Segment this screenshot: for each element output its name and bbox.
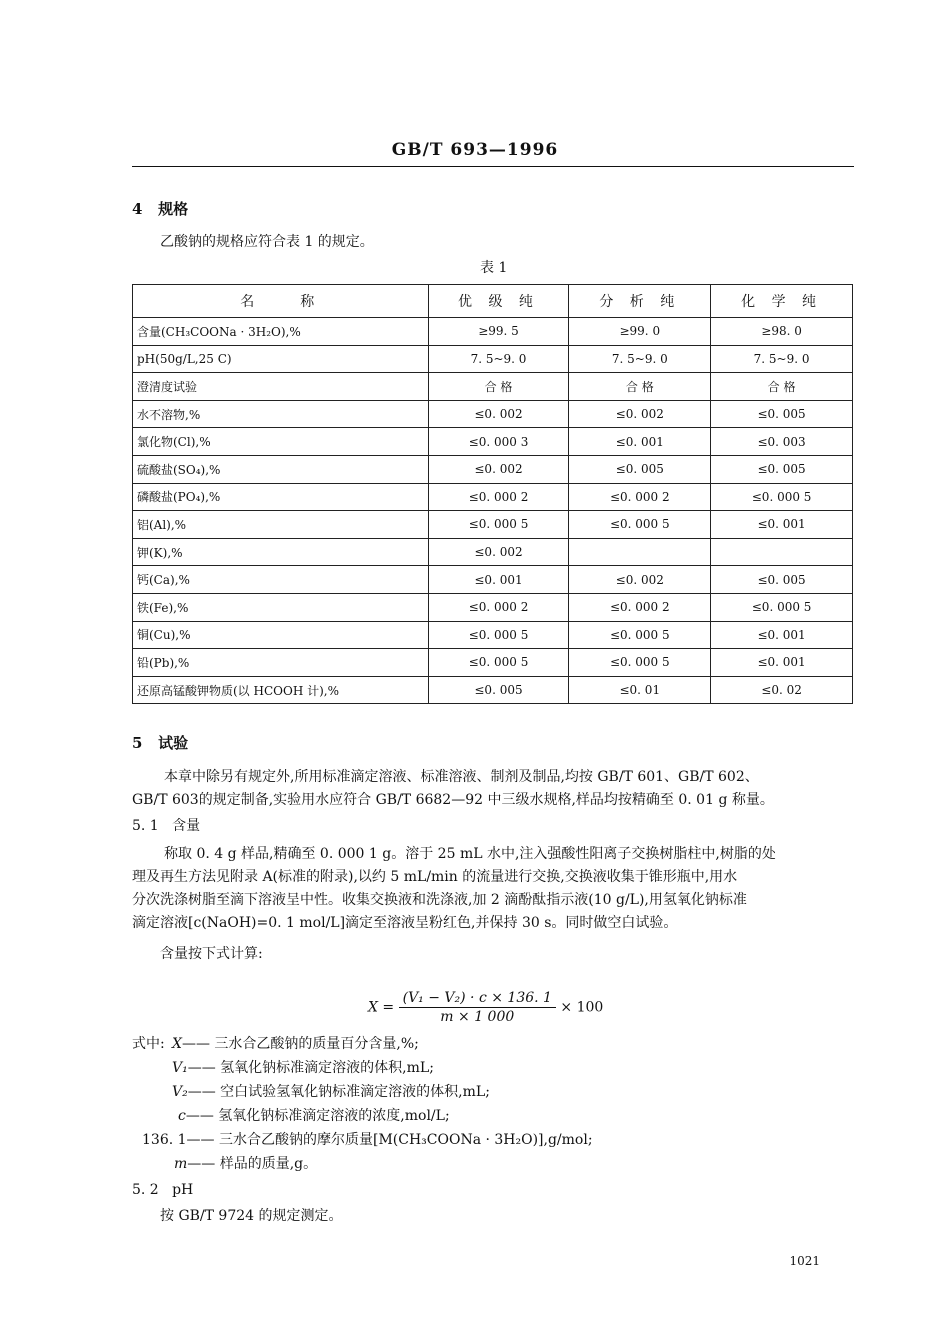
spec-value-cell: ≤0. 002: [428, 455, 569, 483]
item-name-cell: 含量(CH₃COONa · 3H₂O),%: [133, 318, 429, 346]
section-5-intro: [132, 766, 857, 812]
spec-value-cell: ≤0. 01: [569, 676, 711, 704]
spec-value-cell: ≤0. 002: [428, 538, 569, 566]
definition-symbol: X: [172, 1036, 182, 1052]
spec-value-cell: ≤0. 001: [428, 566, 569, 594]
table-row: [133, 345, 853, 373]
spec-value-cell: 7. 5~9. 0: [569, 345, 711, 373]
header-rule: [132, 166, 854, 167]
spec-value-cell: ≤0. 02: [711, 676, 853, 704]
table-row: [133, 593, 853, 621]
item-name-cell: 氯化物(Cl),%: [133, 428, 429, 456]
page-number: 1021: [789, 1254, 820, 1268]
spec-value-cell: ≤0. 000 5: [711, 483, 853, 511]
item-name-cell: 铝(Al),%: [133, 511, 429, 539]
formula-fraction: [399, 990, 556, 1025]
spec-value-cell: 7. 5~9. 0: [711, 345, 853, 373]
definition-symbol: V₁: [172, 1060, 188, 1076]
spec-value-cell: 7. 5~9. 0: [428, 345, 569, 373]
item-name-cell: 磷酸盐(PO₄),%: [133, 483, 429, 511]
section-5-2-heading: [132, 1180, 193, 1200]
item-name-cell: 铁(Fe),%: [133, 593, 429, 621]
where-prefix: 式中:: [132, 1036, 165, 1052]
table-row: [133, 649, 853, 677]
section-5-1-line: 滴定溶液[c(NaOH)=0. 1 mol/L]滴定至溶液呈粉红色,并保持 30 s。同时做空白试验。: [132, 915, 678, 931]
spec-value-cell: 合 格: [569, 373, 711, 401]
spec-value-cell: ≤0. 000 5: [428, 511, 569, 539]
section-4-heading: [132, 198, 188, 219]
spec-value-cell: ≥99. 5: [428, 318, 569, 346]
table-caption: 表 1: [480, 260, 508, 276]
spec-value-cell: ≤0. 000 3: [428, 428, 569, 456]
formula-denominator: m × 1 000: [440, 1009, 515, 1025]
formula-tail: × 100: [560, 999, 604, 1016]
definition-symbol: 136. 1: [142, 1132, 187, 1148]
section-5-intro-line: GB/T 603的规定制备,实验用水应符合 GB/T 6682—92 中三级水规格,样品均按精确至 0. 01 g 称量。: [132, 792, 774, 808]
definition-text: —— 氢氧化钠标准滴定溶液的体积,mL;: [187, 1060, 434, 1076]
formula-numerator: (V₁ − V₂) · c × 136. 1: [399, 990, 556, 1008]
item-name-cell: 水不溶物,%: [133, 400, 429, 428]
formula-lhs: X =: [368, 999, 395, 1016]
header-guaranteed-reagent: 优 级 纯: [428, 285, 569, 318]
table-row: [133, 538, 853, 566]
header-analytical-reagent: 分 析 纯: [569, 285, 711, 318]
spec-value-cell: ≤0. 000 5: [428, 621, 569, 649]
section-5-1-body: [132, 843, 857, 935]
definition-text: —— 样品的质量,g。: [187, 1156, 318, 1172]
spec-value-cell: 合 格: [711, 373, 853, 401]
definition-text: —— 氢氧化钠标准滴定溶液的浓度,mol/L;: [185, 1108, 450, 1124]
item-name-cell: 钾(K),%: [133, 538, 429, 566]
spec-value-cell: ≥99. 0: [569, 318, 711, 346]
spec-table-header-row: [133, 285, 853, 318]
spec-value-cell: [569, 538, 711, 566]
section-5-1-title: 含量: [172, 818, 201, 834]
spec-value-cell: ≤0. 001: [711, 621, 853, 649]
table-row: [133, 373, 853, 401]
section-5-2-title: pH: [172, 1182, 194, 1198]
spec-value-cell: ≤0. 002: [569, 566, 711, 594]
item-name-cell: 铅(Pb),%: [133, 649, 429, 677]
spec-value-cell: [711, 538, 853, 566]
table-row: [133, 676, 853, 704]
table-row: [133, 566, 853, 594]
item-name-cell: 铜(Cu),%: [133, 621, 429, 649]
section-5-number: 5: [132, 734, 143, 752]
definition-symbol: V₂: [172, 1084, 188, 1100]
definition-item: [172, 1034, 419, 1054]
spec-value-cell: ≤0. 005: [711, 566, 853, 594]
section-5-2-number: 5. 2: [132, 1182, 159, 1198]
section-4-number: 4: [132, 200, 143, 218]
header-chemically-pure: 化 学 纯: [711, 285, 853, 318]
definition-item: [174, 1154, 317, 1174]
definition-symbol: m: [174, 1156, 188, 1172]
definition-item: [172, 1082, 490, 1102]
spec-table: [132, 284, 853, 704]
section-4-title: 规格: [158, 200, 189, 218]
table-row: [133, 483, 853, 511]
definition-text: —— 空白试验氢氧化钠标准滴定溶液的体积,mL;: [187, 1084, 490, 1100]
item-name-cell: 硫酸盐(SO₄),%: [133, 455, 429, 483]
section-5-1-number: 5. 1: [132, 818, 159, 834]
section-5-2-text: 按 GB/T 9724 的规定测定。: [160, 1208, 343, 1224]
item-name-cell: 还原高锰酸钾物质(以 HCOOH 计),%: [133, 676, 429, 704]
calc-intro: 含量按下式计算:: [160, 946, 263, 962]
definition-text: —— 三水合乙酸钠的摩尔质量[M(CH₃COONa · 3H₂O)],g/mol;: [186, 1132, 593, 1148]
spec-value-cell: ≤0. 002: [428, 400, 569, 428]
spec-value-cell: ≤0. 001: [569, 428, 711, 456]
spec-value-cell: ≤0. 003: [711, 428, 853, 456]
spec-value-cell: ≤0. 000 5: [569, 621, 711, 649]
section-5-title: 试验: [158, 734, 189, 752]
table-row: [133, 318, 853, 346]
spec-value-cell: ≥98. 0: [711, 318, 853, 346]
spec-value-cell: ≤0. 000 2: [428, 483, 569, 511]
spec-value-cell: ≤0. 005: [711, 400, 853, 428]
section-5-heading: [132, 732, 188, 753]
spec-table-body: [133, 318, 853, 704]
spec-value-cell: ≤0. 002: [569, 400, 711, 428]
item-name-cell: 钙(Ca),%: [133, 566, 429, 594]
definition-item: [178, 1106, 450, 1126]
item-name-cell: 澄清度试验: [133, 373, 429, 401]
spec-value-cell: ≤0. 000 2: [428, 593, 569, 621]
section-5-1-heading: [132, 816, 200, 836]
definition-item: [142, 1130, 593, 1150]
definition-text: —— 三水合乙酸钠的质量百分含量,%;: [181, 1036, 419, 1052]
spec-value-cell: ≤0. 000 2: [569, 483, 711, 511]
section-4-intro: 乙酸钠的规格应符合表 1 的规定。: [160, 234, 374, 250]
definition-symbol: c: [178, 1108, 186, 1124]
section-5-1-line: 理及再生方法见附录 A(标准的附录),以约 5 mL/min 的流量进行交换,交换液收集于锥形瓶中,用水: [132, 869, 738, 885]
definition-item: [172, 1058, 434, 1078]
spec-value-cell: ≤0. 000 5: [569, 649, 711, 677]
header-name: 名 称: [133, 285, 429, 318]
section-5-1-line: 称取 0. 4 g 样品,精确至 0. 000 1 g。溶于 25 mL 水中,注入强酸性阳离子交换树脂柱中,树脂的处: [164, 846, 776, 862]
item-name-cell: pH(50g/L,25 C): [133, 345, 429, 373]
spec-value-cell: ≤0. 000 5: [428, 649, 569, 677]
spec-value-cell: ≤0. 005: [711, 455, 853, 483]
table-row: [133, 511, 853, 539]
spec-value-cell: ≤0. 000 5: [569, 511, 711, 539]
table-row: [133, 400, 853, 428]
table-row: [133, 455, 853, 483]
spec-value-cell: 合 格: [428, 373, 569, 401]
spec-value-cell: ≤0. 000 2: [569, 593, 711, 621]
section-5-1-line: 分次洗涤树脂至滴下溶液呈中性。收集交换液和洗涤液,加 2 滴酚酞指示液(10 g/L),用氢氧化钠标准: [132, 892, 747, 908]
spec-value-cell: ≤0. 001: [711, 511, 853, 539]
spec-value-cell: ≤0. 000 5: [711, 593, 853, 621]
formula: [368, 990, 603, 1025]
spec-value-cell: ≤0. 005: [428, 676, 569, 704]
spec-value-cell: ≤0. 005: [569, 455, 711, 483]
spec-value-cell: ≤0. 001: [711, 649, 853, 677]
standard-header: GB/T 693—1996: [391, 140, 559, 160]
table-row: [133, 428, 853, 456]
table-row: [133, 621, 853, 649]
section-5-intro-line: 本章中除另有规定外,所用标准滴定溶液、标准溶液、制剂及制品,均按 GB/T 601、GB/T 602、: [164, 769, 759, 785]
